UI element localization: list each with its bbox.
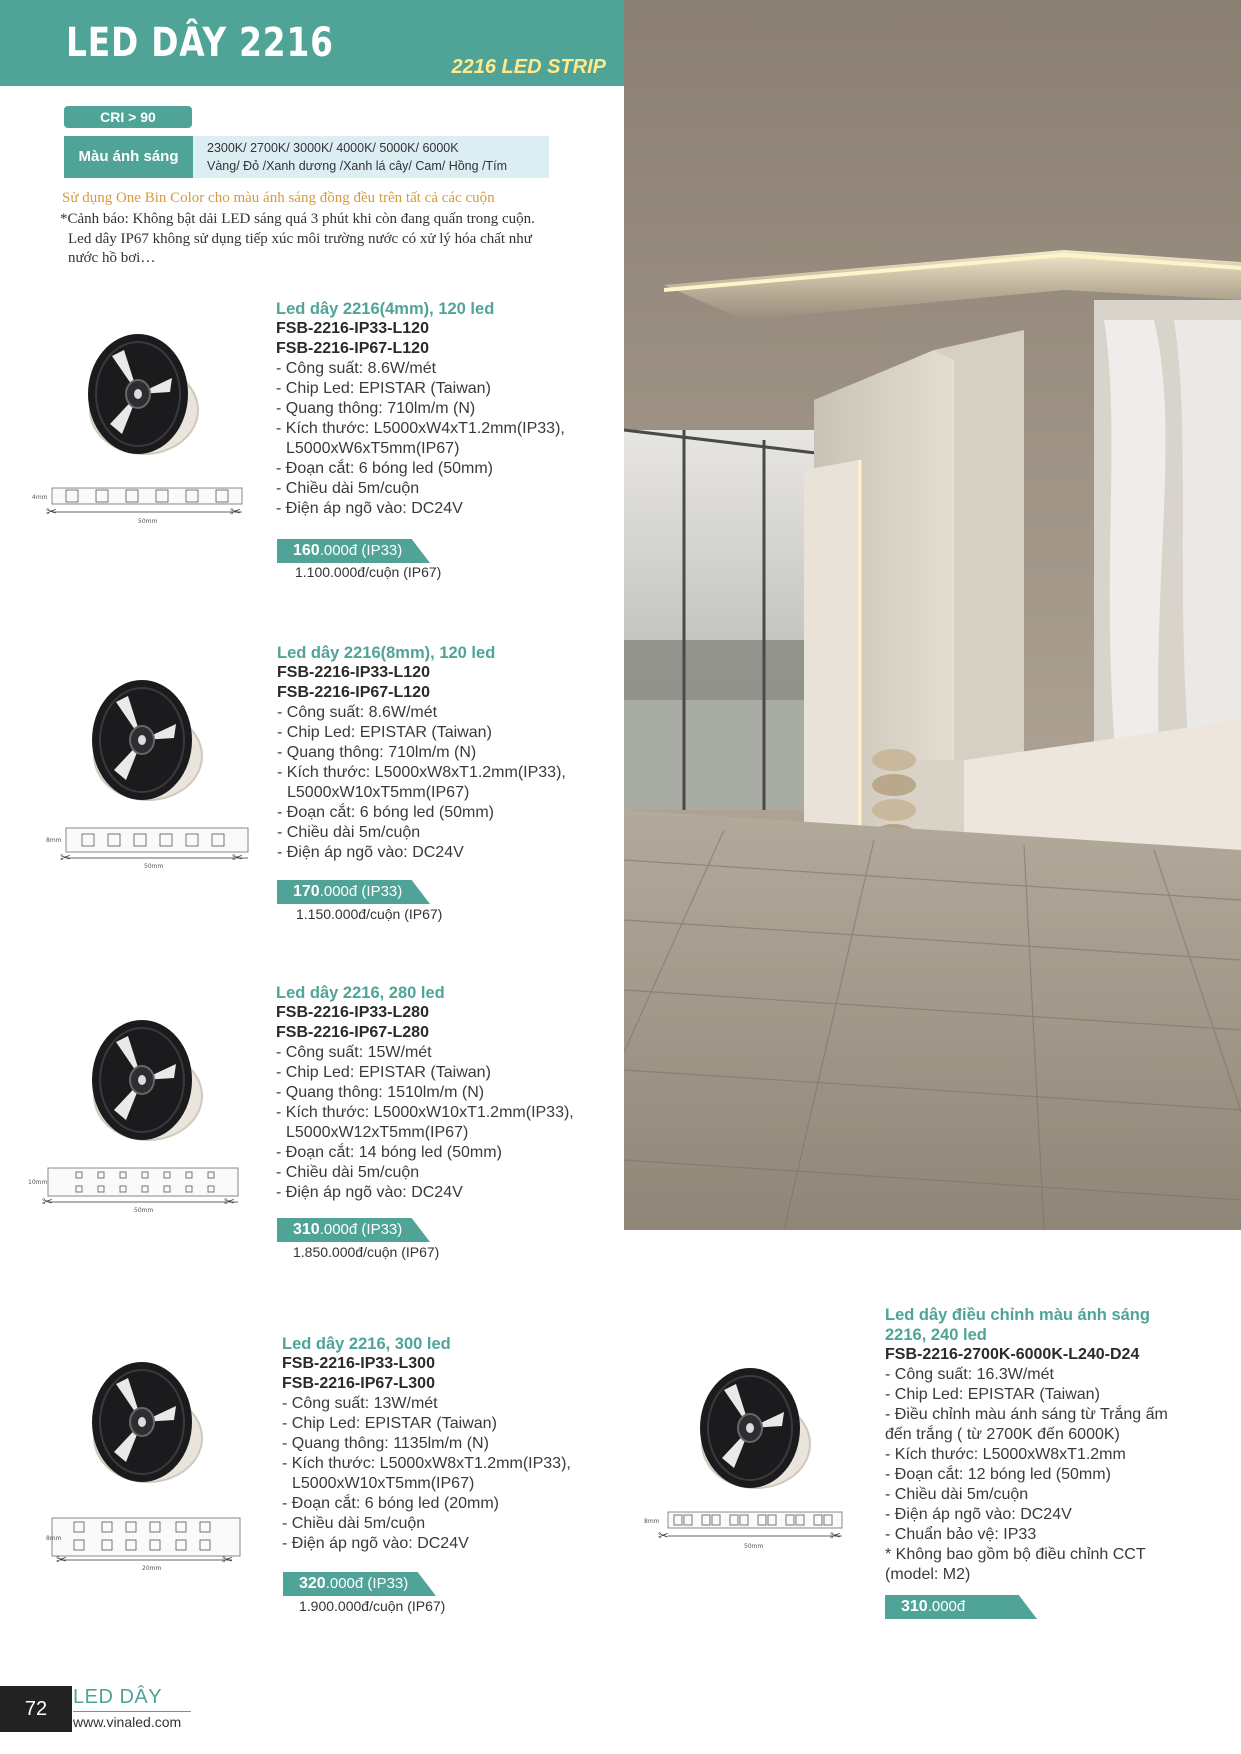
product-code: FSB-2216-IP67-L120	[277, 684, 430, 701]
footer-category: LED DÂY	[73, 1686, 163, 1708]
price-sub: 1.150.000đ/cuộn (IP67)	[296, 906, 443, 922]
led-reel-image	[86, 1354, 204, 1499]
product-spec: - Chiều dài 5m/cuộn	[276, 480, 420, 497]
product-code: FSB-2216-IP33-L120	[276, 320, 429, 337]
svg-text:✂: ✂	[56, 1553, 67, 1568]
price-tag	[277, 880, 430, 904]
header-band	[0, 0, 624, 86]
product-spec: - Chip Led: EPISTAR (Taiwan)	[276, 380, 491, 397]
product-code: FSB-2216-IP67-L280	[276, 1024, 429, 1041]
product-spec: - Chip Led: EPISTAR (Taiwan)	[277, 724, 492, 741]
svg-text:✂: ✂	[232, 851, 243, 866]
strip-diagram	[644, 1506, 850, 1557]
product-spec: - Chip Led: EPISTAR (Taiwan)	[885, 1386, 1100, 1403]
color-label: Màu ánh sáng	[64, 136, 193, 178]
product-title: Led dây 2216(8mm), 120 led	[277, 644, 496, 662]
product-spec: - Chiều dài 5m/cuộn	[282, 1515, 426, 1532]
strip-diagram	[30, 482, 250, 531]
product-title: Led dây 2216(4mm), 120 led	[276, 300, 495, 318]
price-main: 310	[293, 1221, 320, 1238]
cri-badge: CRI > 90	[64, 106, 192, 128]
price-tag	[277, 539, 430, 563]
price-sub: 1.850.000đ/cuộn (IP67)	[293, 1244, 440, 1260]
product-spec: - Công suất: 15W/mét	[276, 1044, 432, 1061]
product-card	[276, 983, 574, 1203]
product-spec: - Quang thông: 1135lm/m (N)	[282, 1435, 489, 1452]
strip-diagram	[46, 826, 256, 875]
product-title: Led dây điều chỉnh màu ánh sáng	[885, 1306, 1150, 1324]
strip-width-label: 8mm	[46, 837, 62, 844]
price-main: 170	[293, 883, 320, 900]
warning-line: nước hồ bơi…	[68, 250, 156, 266]
product-title: Led dây 2216, 280 led	[276, 984, 445, 1002]
product-title: 2216, 240 led	[885, 1326, 987, 1344]
product-spec: - Kích thước: L5000xW10xT1.2mm(IP33),	[276, 1104, 574, 1121]
product-title: Led dây 2216, 300 led	[282, 1335, 451, 1353]
product-spec: - Điện áp ngõ vào: DC24V	[885, 1506, 1072, 1523]
product-spec: - Công suất: 8.6W/mét	[277, 704, 438, 721]
price-main: 160	[293, 542, 320, 559]
led-reel-image	[86, 672, 204, 817]
product-spec: - Công suất: 16.3W/mét	[885, 1366, 1054, 1383]
price-tag	[885, 1595, 1037, 1619]
svg-text:✂: ✂	[224, 1195, 235, 1210]
product-spec: L5000xW6xT5mm(IP67)	[286, 440, 460, 457]
product-code: FSB-2216-2700K-6000K-L240-D24	[885, 1346, 1140, 1363]
product-spec: (model: M2)	[885, 1566, 971, 1583]
product-spec: - Đoạn cắt: 6 bóng led (50mm)	[276, 460, 493, 477]
product-card	[282, 1334, 571, 1554]
strip-cut-label: 50mm	[138, 518, 158, 525]
product-spec: - Quang thông: 1510lm/m (N)	[276, 1084, 485, 1101]
product-spec: - Điện áp ngõ vào: DC24V	[276, 500, 463, 517]
product-spec: * Không bao gồm bộ điều chỉnh CCT	[885, 1546, 1146, 1563]
price-rest: .000đ (IP33)	[319, 1221, 403, 1238]
page-number: 72	[0, 1686, 72, 1732]
product-spec: L5000xW10xT5mm(IP67)	[292, 1475, 475, 1492]
product-spec: - Đoạn cắt: 6 bóng led (50mm)	[277, 804, 494, 821]
product-spec: - Quang thông: 710lm/m (N)	[277, 744, 477, 761]
svg-text:✂: ✂	[222, 1553, 233, 1568]
page-title: LED DÂY 2216	[66, 20, 334, 66]
product-spec: - Chuẩn bảo vệ: IP33	[885, 1526, 1037, 1543]
footer-divider	[73, 1711, 191, 1712]
product-spec: đến trắng ( từ 2700K đến 6000K)	[885, 1426, 1120, 1443]
strip-width-label: 8mm	[644, 1518, 660, 1525]
product-spec: - Điện áp ngõ vào: DC24V	[282, 1535, 469, 1552]
product-spec: - Chip Led: EPISTAR (Taiwan)	[282, 1415, 497, 1432]
price-main: 320	[299, 1575, 326, 1592]
strip-cut-label: 50mm	[144, 863, 164, 870]
product-spec: - Chiều dài 5m/cuộn	[276, 1164, 420, 1181]
product-spec: - Quang thông: 710lm/m (N)	[276, 400, 476, 417]
strip-width-label: 10mm	[28, 1179, 48, 1186]
product-code: FSB-2216-IP67-L120	[276, 340, 429, 357]
interior-illustration	[624, 0, 1241, 1230]
product-spec: - Điện áp ngõ vào: DC24V	[277, 844, 464, 861]
svg-text:✂: ✂	[830, 1529, 841, 1544]
product-spec: - Điện áp ngõ vào: DC24V	[276, 1184, 463, 1201]
strip-diagram	[28, 1166, 244, 1219]
color-temps: 2300K/ 2700K/ 3000K/ 4000K/ 5000K/ 6000K	[207, 141, 459, 155]
product-card	[277, 643, 566, 863]
page-subtitle: 2216 LED STRIP	[451, 56, 606, 78]
product-card	[885, 1305, 1168, 1585]
product-spec: - Kích thước: L5000xW4xT1.2mm(IP33),	[276, 420, 565, 437]
price-rest: .000đ	[927, 1598, 966, 1615]
footer-url[interactable]: www.vinaled.com	[73, 1714, 182, 1730]
product-code: FSB-2216-IP67-L300	[282, 1375, 435, 1392]
product-spec: L5000xW12xT5mm(IP67)	[286, 1124, 469, 1141]
svg-text:✂: ✂	[46, 505, 57, 520]
price-rest: .000đ (IP33)	[325, 1575, 409, 1592]
product-spec: - Kích thước: L5000xW8xT1.2mm	[885, 1446, 1126, 1463]
svg-text:✂: ✂	[658, 1529, 669, 1544]
price-tag	[277, 1218, 430, 1242]
price-main: 310	[901, 1598, 928, 1615]
color-values	[193, 136, 549, 178]
led-reel-image	[82, 326, 200, 471]
product-spec: L5000xW10xT5mm(IP67)	[287, 784, 470, 801]
product-spec: - Đoạn cắt: 6 bóng led (20mm)	[282, 1495, 499, 1512]
led-reel-image	[694, 1360, 812, 1505]
product-spec: - Chiều dài 5m/cuộn	[277, 824, 421, 841]
warning-line: Led dây IP67 không sử dụng tiếp xúc môi trường nước có xử lý hóa chất như	[68, 230, 532, 247]
warning-note	[60, 210, 600, 269]
product-spec: - Đoạn cắt: 12 bóng led (50mm)	[885, 1466, 1111, 1483]
price-tag	[283, 1572, 436, 1596]
price-rest: .000đ (IP33)	[319, 542, 403, 559]
price-sub: 1.900.000đ/cuộn (IP67)	[299, 1598, 446, 1614]
product-code: FSB-2216-IP33-L280	[276, 1004, 429, 1021]
product-spec: - Chip Led: EPISTAR (Taiwan)	[276, 1064, 491, 1081]
product-spec: - Điều chỉnh màu ánh sáng từ Trắng ấm	[885, 1406, 1168, 1423]
strip-diagram	[46, 1514, 246, 1575]
price-sub: 1.100.000đ/cuộn (IP67)	[295, 564, 442, 580]
svg-text:✂: ✂	[60, 851, 71, 866]
product-spec: - Chiều dài 5m/cuộn	[885, 1486, 1029, 1503]
product-spec: - Đoạn cắt: 14 bóng led (50mm)	[276, 1144, 502, 1161]
color-names: Vàng/ Đỏ /Xanh dương /Xanh lá cây/ Cam/ Hồng /Tím	[207, 159, 508, 173]
svg-text:✂: ✂	[230, 505, 241, 520]
strip-width-label: 4mm	[32, 494, 48, 501]
led-reel-image	[86, 1012, 204, 1157]
product-code: FSB-2216-IP33-L300	[282, 1355, 435, 1372]
price-rest: .000đ (IP33)	[319, 883, 403, 900]
bin-note: Sử dụng One Bin Color cho màu ánh sáng đồng đều trên tất cả các cuộn	[62, 190, 495, 206]
product-spec: - Công suất: 8.6W/mét	[276, 360, 437, 377]
product-code: FSB-2216-IP33-L120	[277, 664, 430, 681]
product-spec: - Kích thước: L5000xW8xT1.2mm(IP33),	[282, 1455, 571, 1472]
strip-cut-label: 50mm	[134, 1207, 154, 1214]
product-spec: - Kích thước: L5000xW8xT1.2mm(IP33),	[277, 764, 566, 781]
interior-photo	[624, 0, 1241, 1230]
strip-width-label: 8mm	[46, 1535, 62, 1542]
svg-text:✂: ✂	[42, 1195, 53, 1210]
strip-cut-label: 20mm	[142, 1565, 162, 1570]
product-spec: - Công suất: 13W/mét	[282, 1395, 438, 1412]
product-card	[276, 299, 565, 519]
warning-line: *Cảnh báo: Không bật dải LED sáng quá 3 phút khi còn đang quấn trong cuộn.	[60, 211, 535, 227]
strip-cut-label: 50mm	[744, 1543, 764, 1550]
